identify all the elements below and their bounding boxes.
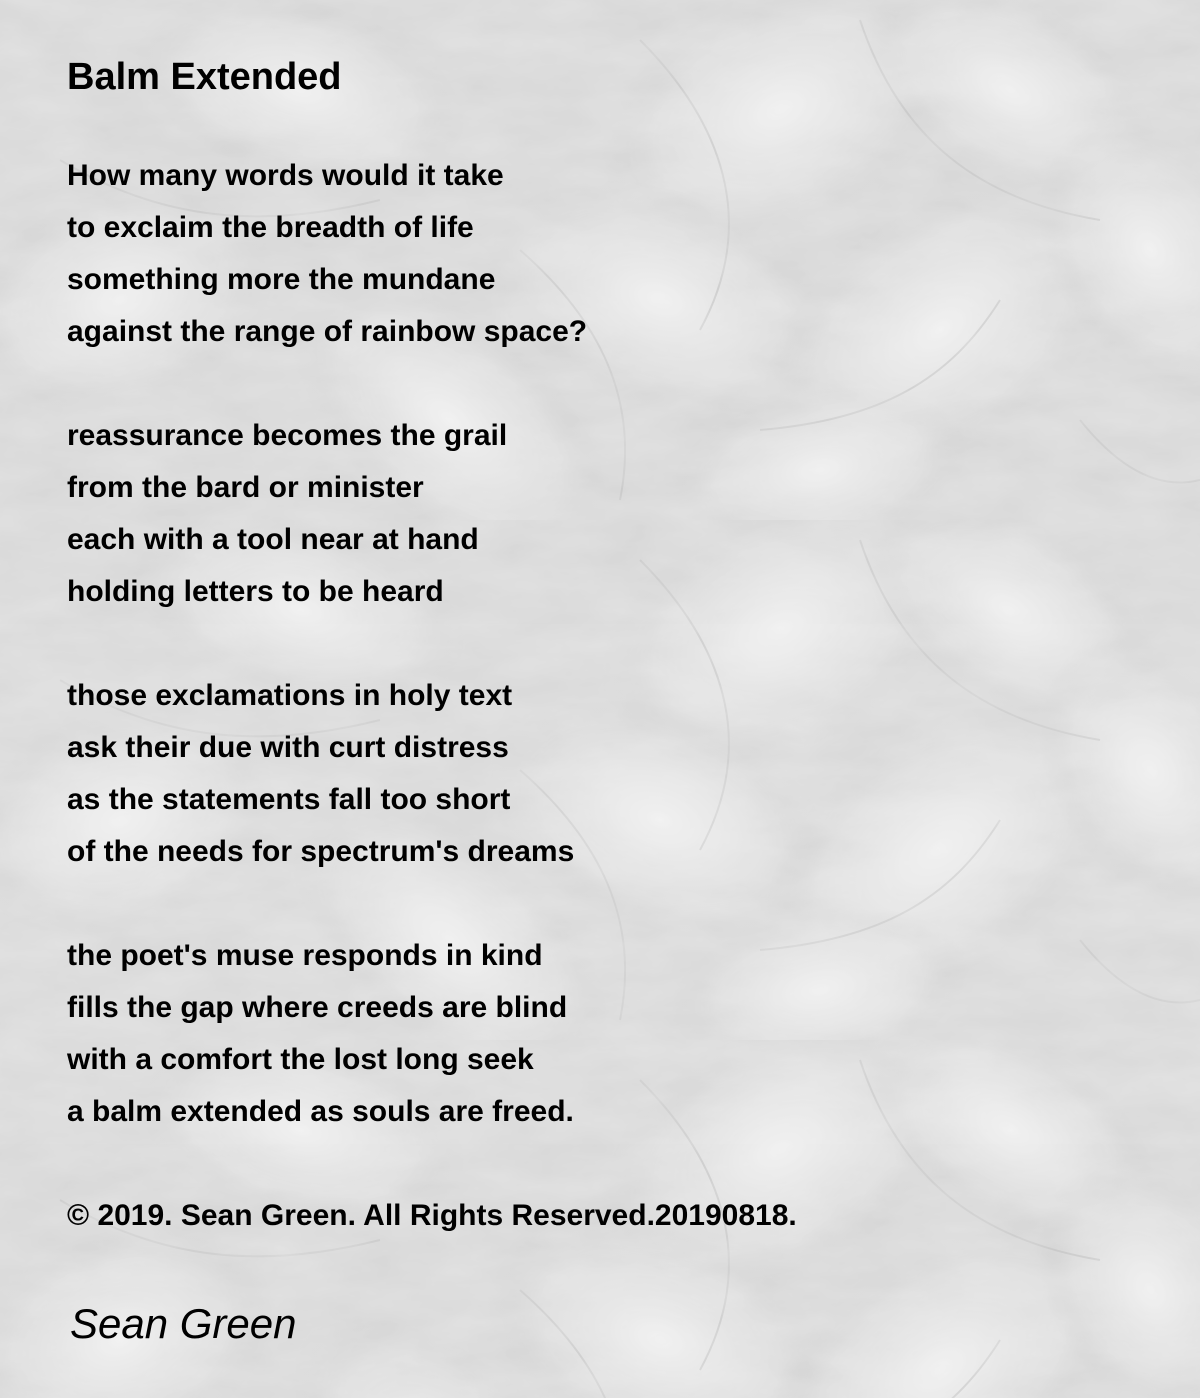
stanza [67, 930, 587, 1138]
stanza [67, 670, 587, 878]
poem-line: How many words would it take [67, 159, 504, 192]
poem-line: a balm extended as souls are freed. [67, 1095, 574, 1128]
poem-line: holding letters to be heard [67, 575, 444, 608]
stanza [67, 410, 587, 618]
poem-line: those exclamations in holy text [67, 679, 513, 712]
poem-line: each with a tool near at hand [67, 523, 479, 556]
poem-line: something more the mundane [67, 263, 496, 296]
poem-line: against the range of rainbow space? [67, 315, 588, 348]
poem-line: of the needs for spectrum's dreams [67, 835, 575, 868]
poem-line: ask their due with curt distress [67, 731, 509, 764]
poem-line: from the bard or minister [67, 471, 424, 504]
poem-body [67, 150, 587, 1190]
poem-line: as the statements fall too short [67, 783, 511, 816]
poem-line: the poet's muse responds in kind [67, 939, 543, 972]
poem-line: to exclaim the breadth of life [67, 211, 474, 244]
poem-line: reassurance becomes the grail [67, 419, 508, 452]
stanza [67, 150, 587, 358]
poem-line: with a comfort the lost long seek [67, 1043, 534, 1076]
copyright-notice: © 2019. Sean Green. All Rights Reserved.20190818. [67, 1199, 797, 1232]
poem-title: Balm Extended [67, 56, 342, 98]
poem-line: fills the gap where creeds are blind [67, 991, 568, 1024]
author-name: Sean Green [70, 1300, 297, 1347]
